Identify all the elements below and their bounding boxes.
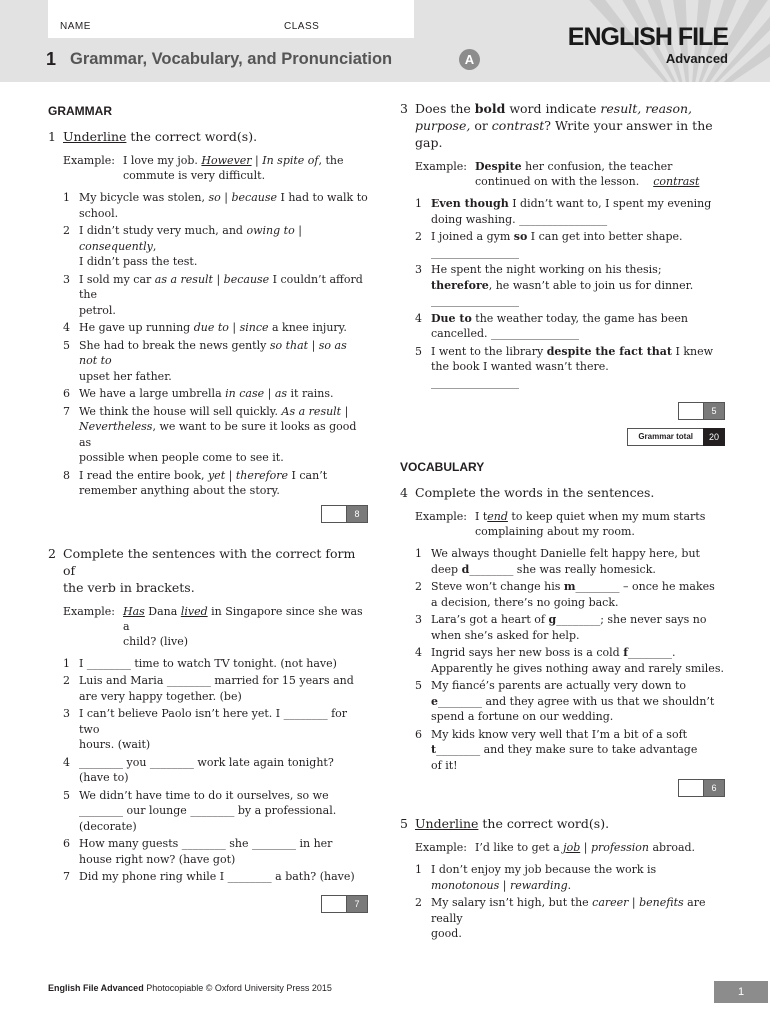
item-text: I went to the library — [431, 344, 547, 358]
item-letter: d — [461, 562, 470, 576]
unit-number: 1 — [46, 49, 57, 69]
exercise-3-items — [415, 196, 725, 390]
example-text: in Singapore since she was a — [123, 604, 363, 633]
instruction-text: ? Write your answer in the gap. — [415, 118, 713, 150]
exercise-number: 1 — [48, 129, 56, 144]
example-text: I t — [475, 510, 488, 523]
item-text: I read the entire book, — [79, 468, 208, 482]
item-text: My bicycle was stolen, — [79, 191, 209, 204]
example-label: Example: — [415, 510, 467, 523]
example-text: continued on with the lesson. — [475, 175, 640, 188]
list-item — [63, 706, 368, 753]
item-text: upset her father. — [79, 369, 172, 383]
item-text: Steve won’t change his — [431, 580, 564, 593]
example-answer: lived — [180, 604, 208, 618]
item-text: the weather today, the game has been — [471, 311, 688, 325]
example-text: child? (live) — [123, 634, 189, 648]
exercise-number: 2 — [48, 545, 56, 561]
item-text[interactable]: ________________ — [431, 245, 519, 259]
score-input-box[interactable] — [678, 402, 703, 420]
list-item — [63, 869, 368, 885]
item-text: I knew — [672, 344, 714, 358]
example-answer: contrast — [653, 175, 700, 188]
item-number: 1 — [415, 197, 422, 210]
item-text: hours. (wait) — [79, 738, 151, 751]
score-input-box[interactable] — [321, 895, 346, 913]
item-options[interactable]: As a result | — [281, 404, 349, 418]
page-number: 1 — [714, 981, 768, 1003]
item-bold: Due to — [431, 311, 472, 325]
example-text: I love my job. — [123, 154, 202, 167]
exercise-4-items — [415, 546, 725, 773]
instruction-italic: result, reason, — [600, 101, 693, 116]
item-text: I didn’t pass the test. — [79, 255, 198, 268]
footer — [48, 983, 332, 993]
item-text: the book I wanted wasn’t there. — [431, 360, 609, 373]
instruction-underline: Underline — [63, 129, 127, 144]
instruction-italic: purpose, — [415, 118, 471, 133]
item-text: , he wasn’t able to join us for dinner. — [488, 278, 694, 292]
grammar-total — [400, 428, 725, 446]
item-text: a decision, there’s no going back. — [431, 595, 619, 609]
item-number: 1 — [415, 863, 422, 876]
list-item — [63, 836, 368, 867]
example-text: commute is very difficult. — [123, 169, 266, 182]
example-answer: end — [487, 510, 508, 523]
list-item — [415, 196, 725, 227]
item-options[interactable]: in case | as — [225, 387, 288, 400]
item-text: We have a large umbrella — [79, 387, 226, 400]
example-text: Dana — [144, 604, 181, 618]
vocabulary-heading: VOCABULARY — [400, 460, 485, 474]
exercise-5-items — [415, 862, 725, 942]
item-text: school. — [79, 206, 119, 220]
list-item — [415, 546, 725, 577]
brand-level: Advanced — [665, 51, 728, 66]
list-item — [415, 727, 725, 774]
item-text: Did my phone ring while I ________ a bath? (have) — [79, 870, 355, 883]
exercise-5-instruction — [400, 815, 725, 832]
instruction-text: the correct word(s). — [478, 816, 610, 831]
list-item — [415, 612, 725, 643]
item-text[interactable]: ________ – once he makes — [575, 580, 715, 593]
instruction-text: Does the — [415, 101, 475, 116]
item-options[interactable]: due to | since — [193, 321, 269, 334]
item-text[interactable]: ________ and they agree with us that we shouldn’t — [438, 694, 715, 708]
list-item — [63, 673, 368, 704]
item-text[interactable]: cancelled. ________________ — [431, 327, 580, 340]
instruction-text: Complete the words in the sentences. — [415, 485, 655, 500]
exercise-2-items — [63, 656, 368, 885]
example-label: Example: — [63, 154, 115, 167]
item-number: 6 — [63, 837, 70, 850]
list-item — [415, 229, 725, 260]
example-label: Example: — [63, 604, 115, 618]
score-input-box[interactable] — [321, 505, 346, 523]
list-item — [63, 338, 368, 385]
exercise-3-instruction — [400, 100, 725, 151]
item-number: 5 — [63, 338, 70, 352]
item-text: I don’t enjoy my job because the work is — [431, 863, 657, 876]
score-input-box[interactable] — [678, 779, 703, 797]
item-text: I can’t — [288, 468, 328, 482]
item-text: , — [152, 239, 157, 253]
item-text: , we want to be sure it looks as good as — [79, 420, 357, 449]
item-number: 5 — [415, 679, 422, 692]
item-text: I can get into better shape. — [527, 230, 683, 243]
item-bold: therefore — [431, 278, 489, 292]
item-number: 7 — [63, 870, 70, 883]
item-text[interactable]: ________ and they make sure to take advantage — [436, 743, 698, 756]
item-number: 2 — [63, 224, 70, 237]
item-text[interactable]: ________ she was really homesick. — [469, 562, 656, 576]
list-item — [63, 788, 368, 835]
exercise-number: 4 — [400, 485, 408, 500]
score-max: 5 — [703, 402, 725, 420]
list-item — [63, 656, 368, 672]
footer-copyright: Photocopiable © Oxford University Press 2015 — [143, 983, 332, 993]
score-max: 8 — [346, 505, 368, 523]
item-text[interactable]: ________________ — [431, 375, 519, 389]
item-text: ________ our lounge ________ by a professional. — [79, 804, 337, 817]
item-text: petrol. — [79, 303, 116, 317]
item-text: Apparently he gives nothing away and rarely smiles. — [431, 661, 724, 675]
item-text: house right now? (have got) — [79, 852, 236, 866]
item-number: 2 — [415, 230, 422, 243]
item-text: My kids know very well that I’m a bit of a soft — [431, 727, 688, 741]
list-item — [415, 645, 725, 676]
example-text: abroad. — [648, 841, 696, 854]
unit-badge: A — [459, 49, 480, 70]
example-separator: | — [580, 841, 591, 854]
item-number: 2 — [63, 674, 70, 687]
item-bold: so — [513, 230, 528, 243]
item-text: possible when people come to see it. — [79, 451, 284, 464]
item-text: (have to) — [79, 771, 129, 784]
item-text: Ingrid says her new boss is a cold — [431, 646, 624, 659]
instruction-italic: contrast — [491, 118, 545, 133]
item-number: 1 — [63, 656, 70, 670]
item-text: He spent the night working on his thesis; — [431, 263, 662, 276]
instruction-text: the correct word(s). — [126, 129, 258, 144]
example-option: profession — [590, 841, 649, 854]
footer-title: English File Advanced — [48, 983, 144, 993]
item-bold: Even though — [431, 197, 509, 210]
score-max: 6 — [703, 779, 725, 797]
item-text: She had to break the news gently — [79, 338, 270, 352]
item-options[interactable]: owing to | consequently — [79, 224, 302, 253]
item-text[interactable]: doing washing. ________________ — [431, 212, 608, 226]
item-number: 3 — [415, 263, 422, 276]
exercise-4-score — [400, 779, 725, 797]
item-text: My fiancé’s parents are actually very down to — [431, 679, 687, 692]
item-text: spend a fortune on our wedding. — [431, 710, 614, 723]
item-text: My salary isn’t high, but the — [431, 896, 593, 909]
list-item — [415, 579, 725, 610]
list-item — [63, 190, 368, 221]
item-letter: g — [548, 613, 557, 626]
item-letter: f — [623, 646, 628, 659]
right-column — [400, 100, 725, 944]
item-text: I can’t believe Paolo isn’t here yet. I ________ for two — [79, 707, 348, 736]
brand — [568, 24, 728, 67]
list-item — [63, 755, 368, 786]
instruction-text: Complete the sentences with the correct form of — [63, 545, 356, 578]
item-number: 3 — [415, 613, 422, 626]
item-text: it rains. — [287, 387, 334, 400]
item-bold: despite the fact that — [546, 344, 673, 358]
example-text: her confusion, the teacher — [521, 160, 673, 173]
grammar-total-label: Grammar total — [627, 428, 703, 446]
item-text: remember anything about the story. — [79, 484, 280, 497]
item-text: He gave up running — [79, 321, 194, 334]
item-number: 3 — [63, 707, 70, 720]
item-number: 6 — [63, 387, 70, 400]
list-item — [415, 678, 725, 725]
exercise-1-example — [63, 153, 368, 183]
score-max: 7 — [346, 895, 368, 913]
item-number: 4 — [415, 646, 422, 659]
exercise-2-instruction — [48, 545, 368, 596]
list-item — [415, 895, 725, 942]
item-text: Lara’s got a heart of — [431, 613, 549, 626]
example-option: In spite of — [262, 154, 319, 167]
name-label: NAME — [60, 21, 91, 32]
item-text[interactable]: ________. — [627, 646, 676, 659]
item-text: I sold my car — [79, 272, 155, 286]
exercise-1-items — [63, 190, 368, 499]
list-item — [415, 344, 725, 391]
item-text: are very happy together. (be) — [79, 689, 242, 703]
item-text: of it! — [431, 758, 458, 772]
example-answer: However — [201, 154, 252, 167]
list-item — [415, 311, 725, 342]
list-item — [63, 404, 368, 466]
item-text: I joined a gym — [431, 230, 514, 243]
item-number: 2 — [415, 580, 422, 593]
exercise-number: 3 — [400, 101, 408, 116]
list-item — [415, 862, 725, 893]
example-text: I’d like to get a — [475, 841, 564, 854]
instruction-underline: Underline — [415, 816, 479, 831]
exercise-2-example — [63, 604, 368, 649]
item-number: 3 — [63, 272, 70, 286]
item-text: when she’s asked for help. — [431, 628, 580, 642]
item-text: . — [567, 878, 572, 892]
item-options[interactable]: yet | therefore — [207, 468, 289, 482]
item-options[interactable]: so that | so as not to — [79, 338, 347, 367]
exercise-2-score — [48, 895, 368, 913]
item-options[interactable]: career | benefits — [592, 896, 684, 909]
instruction-text: the verb in brackets. — [63, 579, 195, 595]
list-item — [63, 272, 368, 319]
exercise-1-instruction — [48, 128, 368, 145]
grammar-heading: GRAMMAR — [48, 104, 112, 118]
exercise-4-example — [415, 509, 725, 539]
item-text: I had to walk to — [277, 191, 368, 204]
item-options[interactable]: Nevertheless — [79, 420, 153, 433]
item-options[interactable]: monotonous | rewarding — [431, 878, 568, 892]
item-number: 6 — [415, 727, 422, 741]
item-number: 5 — [63, 788, 70, 802]
grammar-total-score: 20 — [703, 428, 725, 446]
item-text: Luis and Maria ________ married for 15 years and — [79, 674, 354, 687]
list-item — [63, 223, 368, 270]
unit-title: Grammar, Vocabulary, and Pronunciation — [70, 50, 393, 68]
list-item — [415, 262, 725, 309]
item-letter: m — [563, 580, 576, 593]
item-text: deep — [431, 562, 462, 576]
item-letter: t — [431, 743, 437, 756]
item-number: 5 — [415, 344, 422, 358]
header-band — [0, 0, 770, 82]
item-number: 2 — [415, 896, 422, 909]
item-letter: e — [431, 694, 438, 708]
item-text: a knee injury. — [268, 321, 347, 334]
exercise-4-instruction — [400, 484, 725, 501]
example-label: Example: — [415, 841, 467, 854]
example-separator: | — [251, 154, 263, 167]
example-text: , the — [318, 154, 344, 167]
exercise-5-example — [415, 840, 725, 855]
item-number: 4 — [63, 321, 70, 334]
item-text[interactable]: ________; she never says no — [556, 613, 707, 626]
exercise-number: 5 — [400, 816, 408, 831]
example-text: to keep quiet when my mum starts — [507, 510, 706, 523]
item-text: We didn’t have time to do it ourselves, so we — [79, 788, 329, 802]
item-number: 1 — [63, 191, 70, 204]
item-text: We think the house will sell quickly. — [79, 404, 282, 418]
instruction-text: word indicate — [505, 101, 601, 116]
item-number: 4 — [415, 311, 422, 325]
example-text: complaining about my room. — [475, 525, 635, 538]
item-options[interactable]: so | because — [208, 191, 277, 204]
example-answer: Has — [123, 604, 145, 618]
item-number: 1 — [415, 547, 422, 560]
item-text: (decorate) — [79, 819, 137, 833]
item-text: I couldn’t afford the — [79, 272, 363, 301]
brand-title: ENGLISH FILE — [567, 23, 728, 51]
item-number: 4 — [63, 755, 70, 769]
list-item — [63, 386, 368, 402]
item-number: 8 — [63, 468, 70, 482]
instruction-text: or — [470, 118, 492, 133]
item-text[interactable]: ________________ — [431, 294, 519, 307]
item-number: 7 — [63, 404, 70, 418]
example-label: Example: — [415, 160, 467, 173]
exercise-3-example — [415, 159, 725, 189]
class-label: CLASS — [284, 21, 320, 32]
left-column — [48, 100, 368, 913]
example-bold: Despite — [475, 160, 522, 173]
item-text: ________ you ________ work late again tonight? — [79, 755, 334, 769]
item-text: I didn’t want to, I spent my evening — [508, 197, 712, 210]
item-options[interactable]: as a result | because — [154, 272, 270, 286]
item-text: are really — [431, 896, 706, 925]
item-text: I didn’t study very much, and — [79, 224, 247, 237]
example-answer: job — [563, 841, 581, 854]
list-item — [63, 468, 368, 499]
exercise-1-score — [48, 505, 368, 523]
item-text: I ________ time to watch TV tonight. (not have) — [79, 656, 337, 670]
exercise-3-score — [400, 402, 725, 420]
list-item — [63, 320, 368, 336]
item-text: We always thought Danielle felt happy here, but — [431, 547, 700, 560]
instruction-bold: bold — [474, 101, 506, 116]
item-text: good. — [431, 927, 462, 940]
item-text: How many guests ________ she ________ in her — [79, 837, 333, 850]
name-class-box — [48, 0, 414, 38]
